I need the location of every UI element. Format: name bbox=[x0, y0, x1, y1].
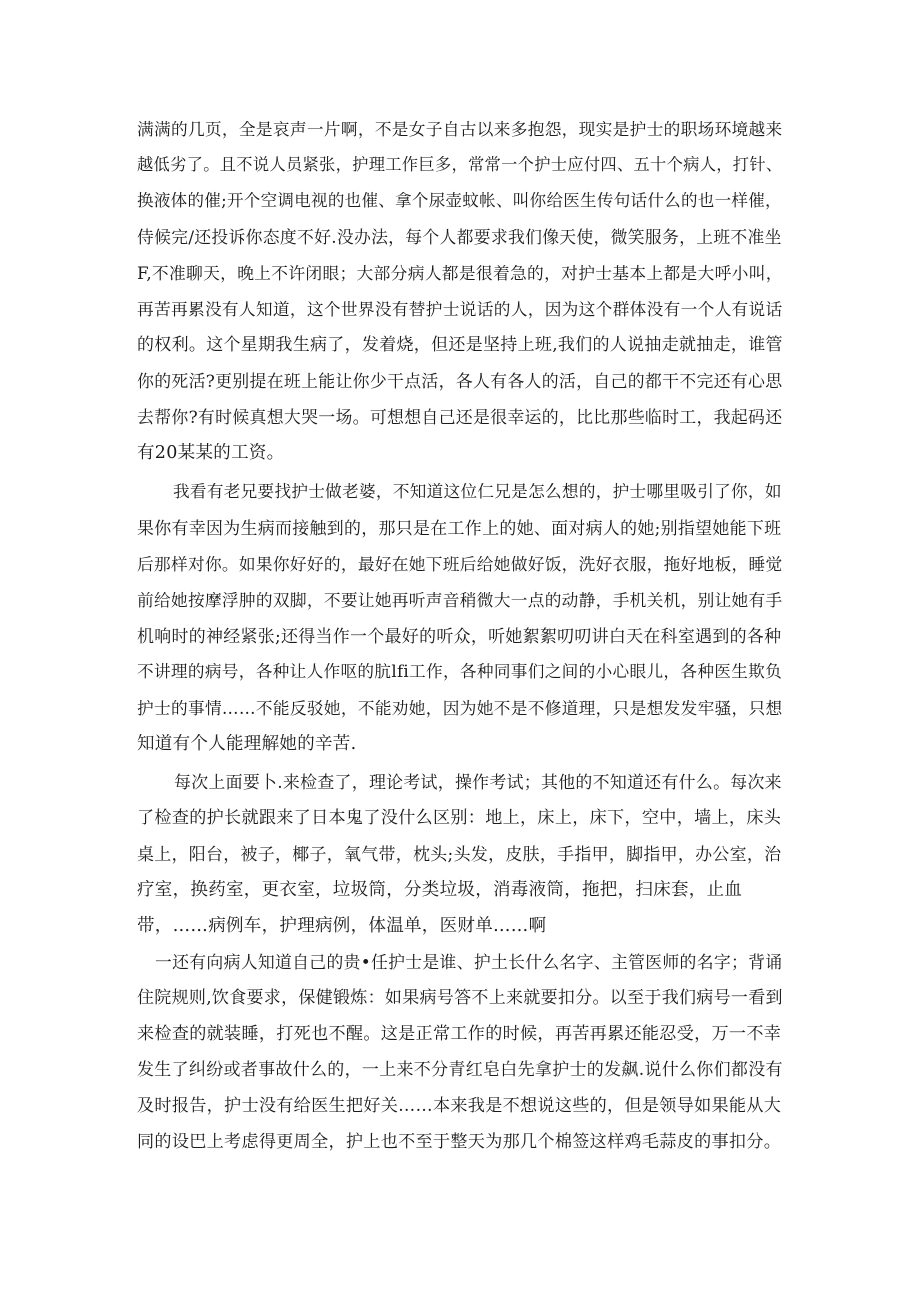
paragraph-3-line-4: 疗室，换药室，更衣室，垃圾筒，分类垃圾，消毒液筒，拖把，扫床套，止血 bbox=[137, 880, 743, 900]
paragraph-2-line-2: 果你有幸因为生病而接触到的，那只是在工作上的她、面对病人的她;别指望她能下班 bbox=[137, 518, 782, 538]
paragraph-1-line-2: 越低劣了。且不说人员紧张，护理工作巨多，常常一个护士应付四、五十个病人，打针、 bbox=[137, 155, 783, 174]
paragraph-1-line-6: 再苦再累没有人知道，这个世界没有替护士说话的人，因为这个群体没有一个人有说话 bbox=[137, 299, 783, 319]
paragraph-4-line-2: 住院规则,饮食要求，保健锻炼：如果病号答不上来就要扣分。以至于我们病号一看到 bbox=[137, 988, 783, 1008]
paragraph-2-line-8: 知道有个人能理解她的辛苦. bbox=[137, 734, 357, 754]
paragraph-3-line-5: 带，……病例车，护理病例，体温单，医财单……啊 bbox=[137, 916, 547, 936]
paragraph-2-line-5: 机响时的神经紧张;还得当作一个最好的听众，听她絮絮叨叨讲白天在科室遇到的各种 bbox=[137, 626, 782, 646]
paragraph-1-line-1: 满满的几页，全是哀声一片啊，不是女子自古以来多抱怨，现实是护士的职场环境越来 bbox=[137, 119, 783, 139]
paragraph-1-line-5: F,不准聊天，晚上不许闭眼；大部分病人都是很着急的，对护士基本上都是大呼小叫， bbox=[137, 263, 783, 283]
paragraph-4-line-1: 一还有向病人知道自己的贵•任护士是谁、护土长什么名字、主管医师的名字；背诵 bbox=[155, 952, 783, 972]
paragraph-3-line-3: 桌上，阳台，被子，椰子，氧气带，枕头;头发，皮肤，手指甲，脚指甲，办公室，治 bbox=[137, 844, 782, 864]
paragraph-1-line-4: 侍候完/还投诉你态度不好.没办法，每个人都要求我们像天使，微笑服务，上班不准坐 bbox=[137, 227, 782, 247]
paragraph-3-line-2: 了检查的护长就跟来了日本鬼了没什么区别：地上，床上，床下，空中，墙上，床头 bbox=[137, 808, 782, 828]
paragraph-2-line-3: 后那样对你。如果你好好的，最好在她下班后给她做好饭，洗好衣服，拖好地板，睡觉 bbox=[137, 554, 783, 574]
paragraph-1-line-7: 的权利。这个星期我生病了，发着烧，但还是坚持上班,我们的人说抽走就抽走，谁管 bbox=[137, 335, 783, 355]
paragraph-1-line-10: 有20某某的工资。 bbox=[137, 443, 285, 463]
paragraph-2-line-4: 前给她按摩浮肿的双脚，不要让她再听声音稍微大一点的动静，手机关机，别让她有手 bbox=[137, 590, 783, 610]
paragraph-1-line-9: 去帮你?有时候真想大哭一场。可想想自己还是很幸运的，比比那些临时工，我起码还 bbox=[137, 407, 783, 427]
paragraph-4-line-5: 及时报告，护士没有给医生把好关……本来我是不想说这些的，但是领导如果能从大 bbox=[137, 1096, 782, 1116]
paragraph-2-line-6: 不讲理的病号，各种让人作呕的肮lfi工作，各种同事们之间的小心眼儿，各种医生欺负 bbox=[137, 662, 783, 681]
paragraph-2-line-7: 护士的事情……不能反驳她，不能劝她，因为她不是不修道理，只是想发发牢骚，只想 bbox=[137, 698, 783, 718]
paragraph-4-line-4: 发生了纠纷或者事故什么的，一上来不分青红皂白先拿护士的发飙.说什么你们都没有 bbox=[137, 1060, 783, 1080]
paragraph-1-line-8: 你的死活?更别提在班上能让你少干点活，各人有各人的活，自己的都干不完还有心思 bbox=[137, 371, 783, 391]
paragraph-1-line-3: 换液体的催;开个空调电视的也催、拿个尿壶蚊帐、叫你给医生传句话什么的也一样催， bbox=[137, 191, 782, 210]
paragraph-2-line-1: 我看有老兄要找护士做老婆，不知道这位仁兄是怎么想的，护士哪里吸引了你，如 bbox=[173, 482, 782, 501]
paragraph-4-line-3: 来检查的就装睡，打死也不醒。这是正常工作的时候，再苦再累还能忍受，万一不幸 bbox=[137, 1024, 782, 1044]
paragraph-4-line-6: 同的设巴上考虑得更周全，护上也不至于整天为那几个棉签这样鸡毛蒜皮的事扣分。 bbox=[137, 1132, 782, 1152]
paragraph-3-line-1: 每次上面要卜.来检查了，理论考试，操作考试；其他的不知道还有什么。每次来 bbox=[174, 772, 782, 792]
